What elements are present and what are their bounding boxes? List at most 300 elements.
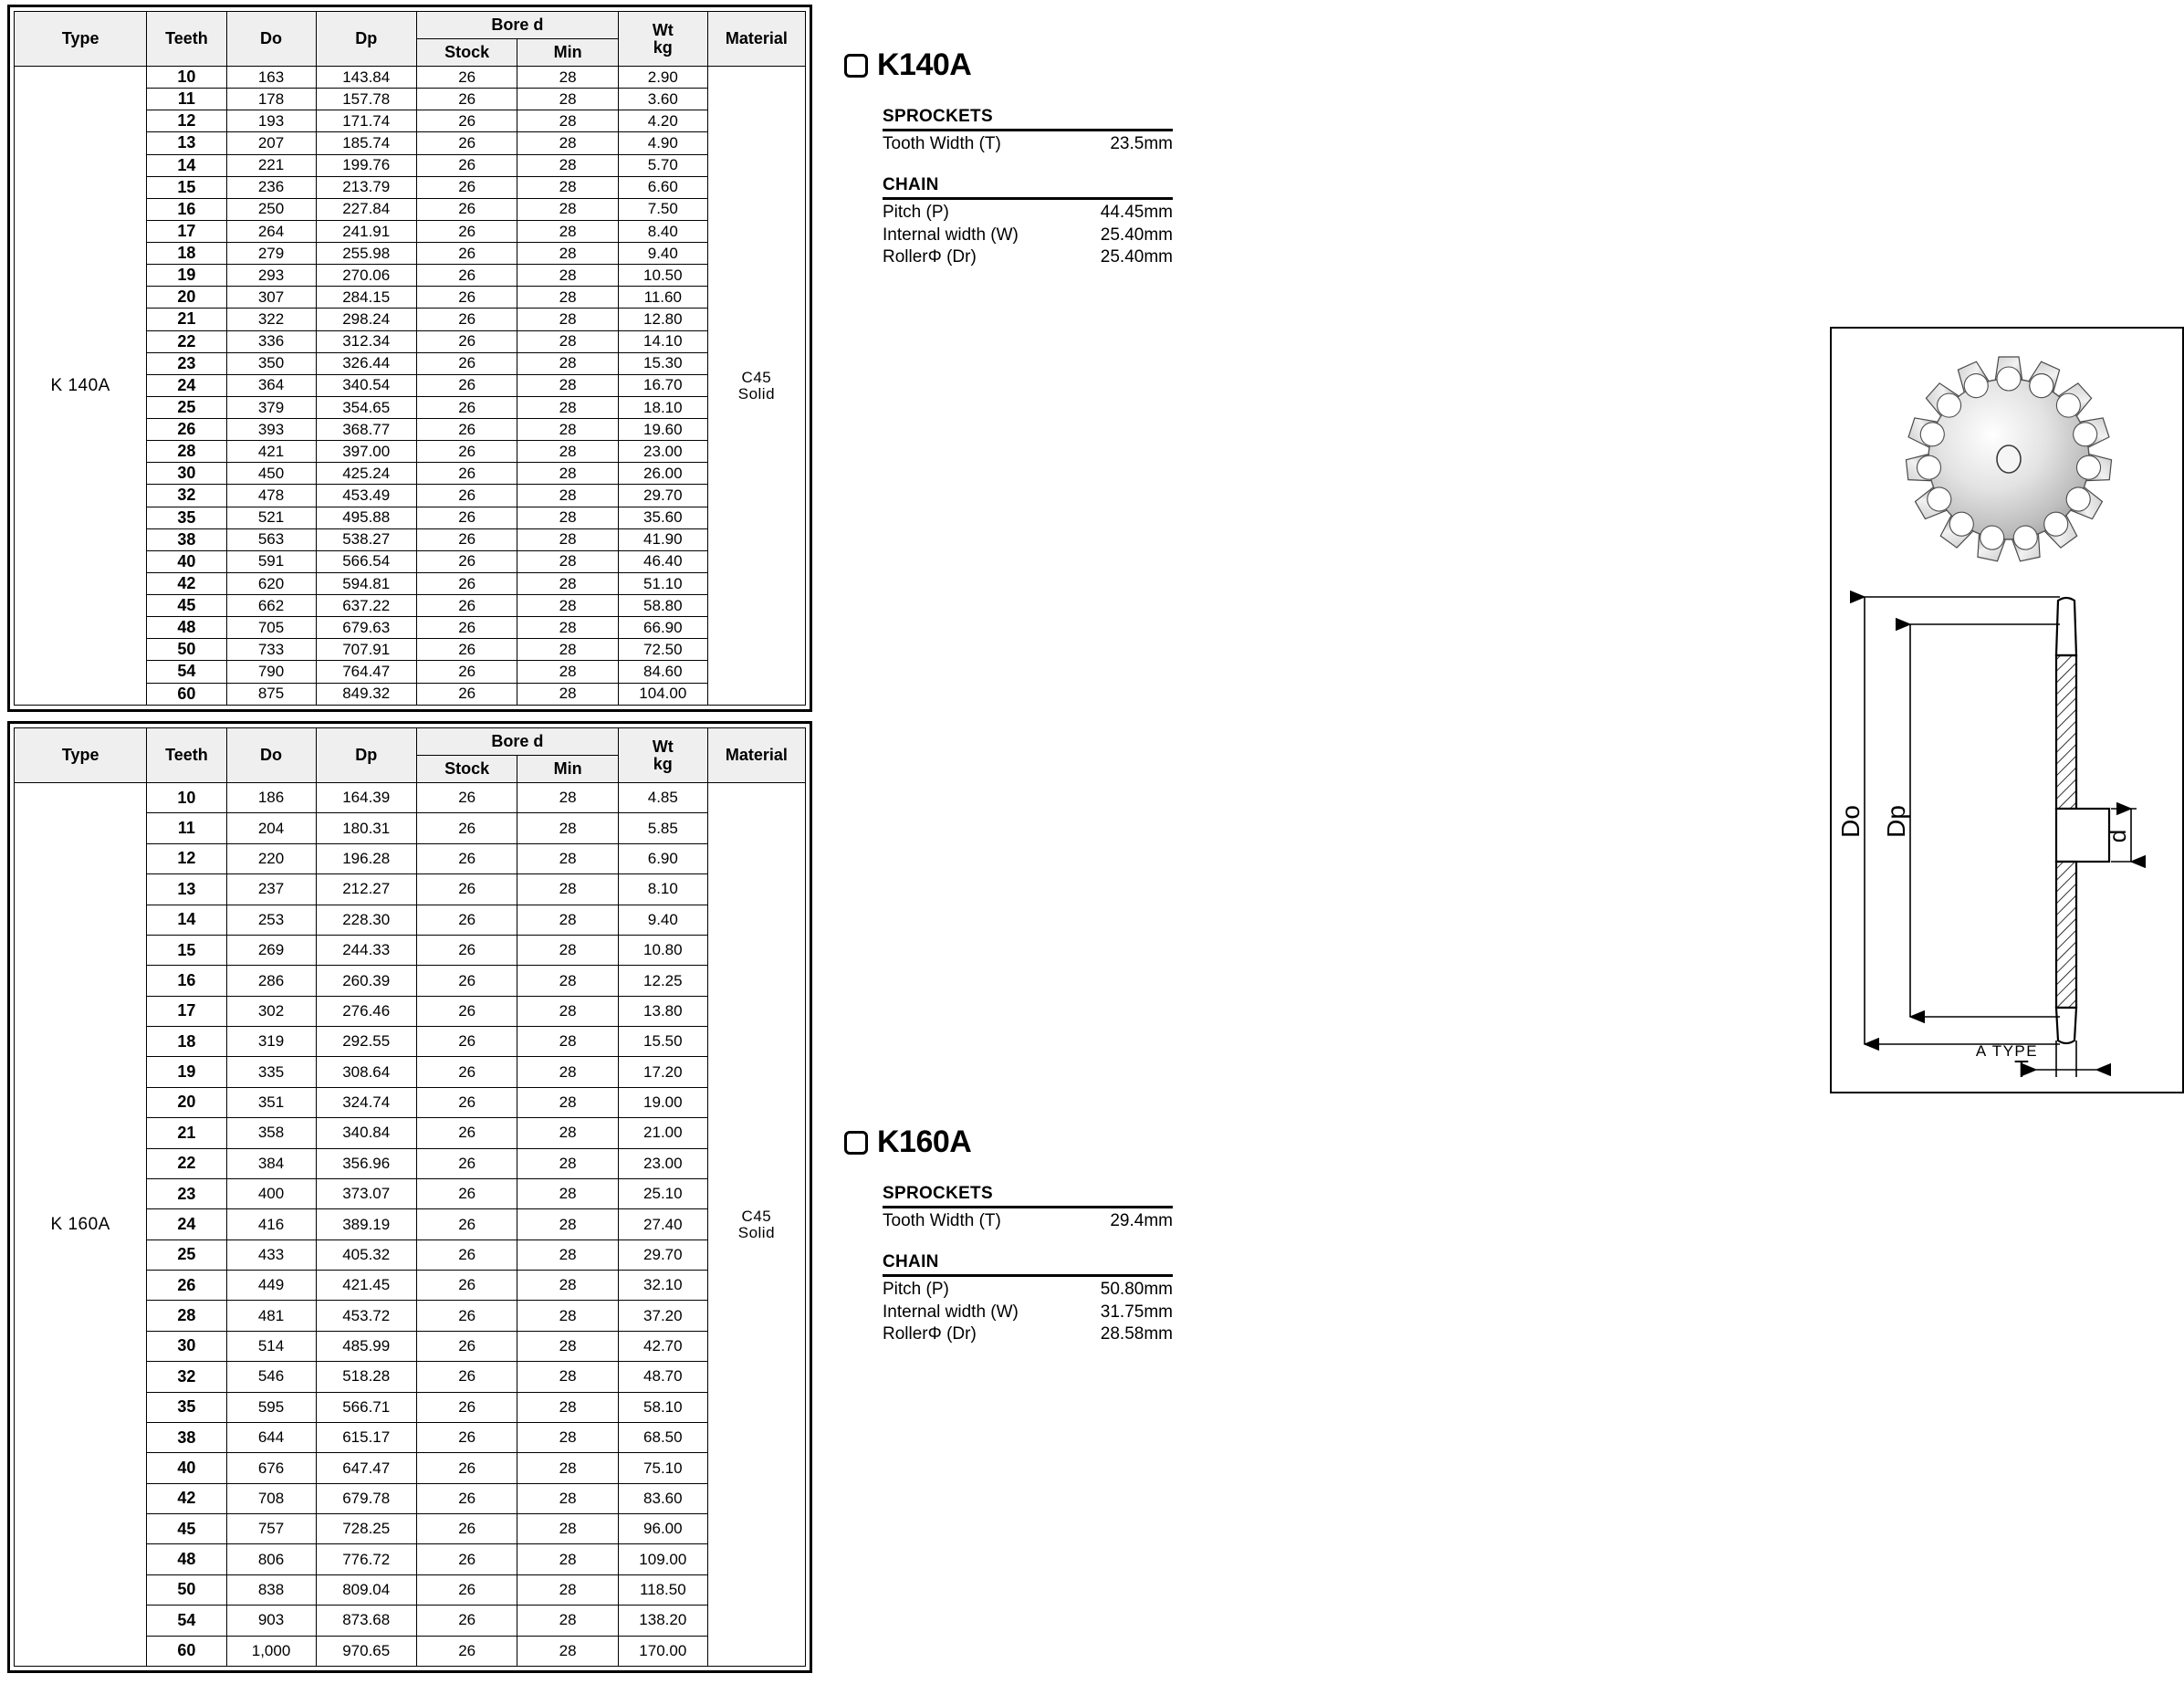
cell-bore-stock: 26: [416, 617, 517, 639]
cell-teeth: 25: [147, 396, 226, 418]
cell-do: 269: [226, 935, 316, 965]
spec-table-k160a: [14, 727, 806, 1667]
cell-weight: 109.00: [618, 1544, 707, 1574]
cell-do: 384: [226, 1148, 316, 1178]
cell-teeth: 60: [147, 1636, 226, 1667]
spec-row: [883, 1279, 1173, 1301]
cell-dp: 809.04: [316, 1574, 416, 1605]
cell-dp: 298.24: [316, 309, 416, 330]
section-outline: [2056, 598, 2109, 1043]
table-body-k140a: [15, 67, 806, 706]
chain-title: CHAIN: [883, 1252, 1173, 1277]
cell-weight: 6.90: [618, 843, 707, 873]
cell-bore-stock: 26: [416, 507, 517, 528]
cell-do: 903: [226, 1606, 316, 1636]
cell-weight: 21.00: [618, 1118, 707, 1148]
wt-line-2: kg: [653, 37, 673, 57]
cell-bore-min: 28: [517, 396, 618, 418]
cell-weight: 4.85: [618, 783, 707, 813]
cell-bore-stock: 26: [416, 1636, 517, 1667]
cell-do: 186: [226, 783, 316, 813]
col-header-wt: [618, 728, 707, 783]
cell-bore-min: 28: [517, 1148, 618, 1178]
cell-teeth: 30: [147, 1331, 226, 1361]
cell-bore-stock: 26: [416, 966, 517, 996]
cell-bore-min: 28: [517, 683, 618, 706]
cell-dp: 157.78: [316, 89, 416, 110]
cell-bore-stock: 26: [416, 1087, 517, 1117]
cell-dp: 594.81: [316, 572, 416, 594]
table-body-k160a: [15, 783, 806, 1667]
cell-do: 1,000: [226, 1636, 316, 1667]
cell-dp: 356.96: [316, 1148, 416, 1178]
cell-weight: 11.60: [618, 287, 707, 309]
cell-teeth: 54: [147, 661, 226, 683]
cell-teeth: 35: [147, 1392, 226, 1422]
cell-bore-stock: 26: [416, 1331, 517, 1361]
cell-bore-stock: 26: [416, 287, 517, 309]
cell-dp: 453.49: [316, 485, 416, 507]
cell-teeth: 26: [147, 1271, 226, 1301]
cell-do: 350: [226, 352, 316, 374]
cell-do: 546: [226, 1362, 316, 1392]
cell-bore-stock: 26: [416, 1271, 517, 1301]
cell-dp: 284.15: [316, 287, 416, 309]
spec-value: 44.45mm: [1100, 203, 1173, 223]
cell-dp: 340.84: [316, 1118, 416, 1148]
cell-teeth: 15: [147, 935, 226, 965]
cell-teeth: 16: [147, 966, 226, 996]
cell-bore-stock: 26: [416, 661, 517, 683]
cell-bore-stock: 26: [416, 1027, 517, 1057]
cell-bore-min: 28: [517, 639, 618, 661]
cell-bore-stock: 26: [416, 110, 517, 132]
cell-bore-min: 28: [517, 374, 618, 396]
cell-do: 279: [226, 243, 316, 265]
cell-bore-min: 28: [517, 220, 618, 242]
cell-dp: 241.91: [316, 220, 416, 242]
spec-row: [883, 225, 1173, 246]
cell-dp: 312.34: [316, 330, 416, 352]
cell-do: 705: [226, 617, 316, 639]
cell-weight: 6.60: [618, 176, 707, 198]
cell-weight: 23.00: [618, 441, 707, 463]
cell-weight: 18.10: [618, 396, 707, 418]
wt-line-1: Wt: [652, 20, 674, 39]
cell-bore-min: 28: [517, 996, 618, 1026]
cell-dp: 518.28: [316, 1362, 416, 1392]
dimension-label-dp: Dp: [1882, 805, 1910, 838]
cell-do: 806: [226, 1544, 316, 1574]
spec-row: [883, 202, 1173, 224]
cell-dp: 255.98: [316, 243, 416, 265]
cell-bore-stock: 26: [416, 176, 517, 198]
cell-weight: 51.10: [618, 572, 707, 594]
cell-weight: 66.90: [618, 617, 707, 639]
cell-do: 708: [226, 1483, 316, 1513]
cell-teeth: 13: [147, 874, 226, 905]
cell-teeth: 48: [147, 617, 226, 639]
col-header-wt: [618, 12, 707, 67]
cell-teeth: 10: [147, 783, 226, 813]
spec-value: 29.4mm: [1110, 1211, 1173, 1230]
cell-teeth: 45: [147, 1514, 226, 1544]
cell-dp: 679.63: [316, 617, 416, 639]
sprockets-title: SPROCKETS: [883, 1184, 1173, 1208]
cell-teeth: 45: [147, 595, 226, 617]
checkbox-icon[interactable]: [844, 1131, 868, 1155]
cell-bore-stock: 26: [416, 1392, 517, 1422]
cell-do: 307: [226, 287, 316, 309]
spec-value: 25.40mm: [1100, 225, 1173, 245]
cell-do: 514: [226, 1331, 316, 1361]
col-header-type: Type: [15, 728, 147, 783]
cell-bore-min: 28: [517, 966, 618, 996]
cell-dp: 495.88: [316, 507, 416, 528]
cell-weight: 13.80: [618, 996, 707, 1026]
cell-dp: 764.47: [316, 661, 416, 683]
cell-bore-min: 28: [517, 1027, 618, 1057]
cell-weight: 9.40: [618, 905, 707, 935]
cell-do: 302: [226, 996, 316, 1026]
spec-value: 25.40mm: [1100, 246, 1173, 267]
cell-weight: 5.70: [618, 154, 707, 176]
cell-bore-min: 28: [517, 935, 618, 965]
cell-weight: 35.60: [618, 507, 707, 528]
cell-weight: 4.20: [618, 110, 707, 132]
cell-teeth: 11: [147, 813, 226, 843]
cell-weight: 32.10: [618, 1271, 707, 1301]
cell-bore-min: 28: [517, 1239, 618, 1270]
cell-weight: 19.60: [618, 419, 707, 441]
cell-do: 336: [226, 330, 316, 352]
cell-do: 662: [226, 595, 316, 617]
cell-do: 221: [226, 154, 316, 176]
cell-bore-stock: 26: [416, 639, 517, 661]
cell-bore-stock: 26: [416, 1453, 517, 1483]
cell-weight: 84.60: [618, 661, 707, 683]
cell-teeth: 14: [147, 154, 226, 176]
cell-teeth: 13: [147, 132, 226, 154]
sprockets-group: [883, 107, 1173, 155]
sprockets-title: SPROCKETS: [883, 107, 1173, 131]
cell-bore-stock: 26: [416, 550, 517, 572]
spec-label: Pitch (P): [883, 1280, 949, 1300]
cell-teeth: 17: [147, 996, 226, 1026]
dimension-label-t: T: [2014, 1055, 2029, 1083]
drawing-type-label: A TYPE: [1975, 1042, 2039, 1060]
cell-teeth: 22: [147, 1148, 226, 1178]
cell-dp: 212.27: [316, 874, 416, 905]
cell-bore-stock: 26: [416, 1118, 517, 1148]
col-header-teeth: Teeth: [147, 728, 226, 783]
table-block-k140a: [7, 5, 812, 712]
cell-bore-min: 28: [517, 1301, 618, 1331]
cell-bore-stock: 26: [416, 1362, 517, 1392]
spec-row: [883, 133, 1173, 155]
cell-bore-stock: 26: [416, 1148, 517, 1178]
checkbox-icon[interactable]: [844, 54, 868, 78]
cell-bore-stock: 26: [416, 528, 517, 550]
cell-bore-min: 28: [517, 485, 618, 507]
cell-weight: 15.30: [618, 352, 707, 374]
cell-bore-min: 28: [517, 330, 618, 352]
cell-bore-stock: 26: [416, 265, 517, 287]
cell-teeth: 20: [147, 287, 226, 309]
col-header-bore-stock: Stock: [416, 756, 517, 783]
cell-dp: 615.17: [316, 1422, 416, 1452]
cell-teeth: 30: [147, 463, 226, 485]
right-column: [826, 0, 2131, 1684]
table-header: [15, 12, 806, 67]
cell-do: 521: [226, 507, 316, 528]
cell-material: C45 Solid: [707, 67, 805, 706]
cell-weight: 58.10: [618, 1392, 707, 1422]
cell-bore-stock: 26: [416, 67, 517, 89]
cell-bore-stock: 26: [416, 485, 517, 507]
cell-dp: 260.39: [316, 966, 416, 996]
cell-bore-stock: 26: [416, 905, 517, 935]
cell-dp: 171.74: [316, 110, 416, 132]
cell-do: 250: [226, 198, 316, 220]
cell-dp: 185.74: [316, 132, 416, 154]
cell-weight: 29.70: [618, 1239, 707, 1270]
cell-bore-min: 28: [517, 595, 618, 617]
cell-bore-stock: 26: [416, 572, 517, 594]
cell-teeth: 24: [147, 1209, 226, 1239]
cell-do: 193: [226, 110, 316, 132]
cell-bore-stock: 26: [416, 595, 517, 617]
cell-type: K 160A: [15, 783, 147, 1667]
cell-bore-stock: 26: [416, 352, 517, 374]
cell-do: 733: [226, 639, 316, 661]
cell-bore-stock: 26: [416, 243, 517, 265]
spec-value: 28.58mm: [1100, 1323, 1173, 1344]
cell-teeth: 20: [147, 1087, 226, 1117]
dimension-label-d: d: [2104, 829, 2131, 843]
sprockets-group: [883, 1184, 1173, 1232]
cell-teeth: 26: [147, 419, 226, 441]
cell-bore-min: 28: [517, 89, 618, 110]
cell-teeth: 14: [147, 905, 226, 935]
cell-do: 644: [226, 1422, 316, 1452]
table-row: [15, 67, 806, 89]
cell-weight: 15.50: [618, 1027, 707, 1057]
col-header-material: Material: [707, 12, 805, 67]
cell-weight: 26.00: [618, 463, 707, 485]
cell-teeth: 21: [147, 1118, 226, 1148]
cell-bore-stock: 26: [416, 1544, 517, 1574]
chain-group: [883, 1252, 1173, 1345]
cell-bore-stock: 26: [416, 1483, 517, 1513]
cell-bore-stock: 26: [416, 1239, 517, 1270]
cell-bore-stock: 26: [416, 1514, 517, 1544]
spec-card-k160a: [844, 1124, 1228, 1345]
cell-bore-stock: 26: [416, 220, 517, 242]
cell-bore-stock: 26: [416, 843, 517, 873]
cell-dp: 213.79: [316, 176, 416, 198]
cell-bore-min: 28: [517, 1483, 618, 1513]
cell-bore-stock: 26: [416, 198, 517, 220]
cell-teeth: 18: [147, 1027, 226, 1057]
col-header-do: Do: [226, 728, 316, 783]
cell-weight: 25.10: [618, 1178, 707, 1208]
cell-bore-stock: 26: [416, 396, 517, 418]
cell-teeth: 15: [147, 176, 226, 198]
spec-value: 50.80mm: [1100, 1280, 1173, 1300]
cell-dp: 308.64: [316, 1057, 416, 1087]
cell-do: 351: [226, 1087, 316, 1117]
col-header-dp: Dp: [316, 728, 416, 783]
cell-weight: 68.50: [618, 1422, 707, 1452]
cell-bore-min: 28: [517, 1544, 618, 1574]
table-header: [15, 728, 806, 783]
cell-bore-min: 28: [517, 176, 618, 198]
cell-teeth: 48: [147, 1544, 226, 1574]
cell-bore-stock: 26: [416, 1209, 517, 1239]
cell-teeth: 18: [147, 243, 226, 265]
cell-teeth: 21: [147, 309, 226, 330]
spec-label: RollerΦ (Dr): [883, 246, 977, 267]
cell-do: 286: [226, 966, 316, 996]
cell-weight: 42.70: [618, 1331, 707, 1361]
cell-weight: 170.00: [618, 1636, 707, 1667]
cell-weight: 46.40: [618, 550, 707, 572]
cell-bore-min: 28: [517, 1178, 618, 1208]
cell-dp: 270.06: [316, 265, 416, 287]
cell-bore-min: 28: [517, 661, 618, 683]
cell-bore-stock: 26: [416, 874, 517, 905]
col-header-type: Type: [15, 12, 147, 67]
sprocket-body: [1906, 357, 2112, 562]
dimension-label-do: Do: [1836, 805, 1865, 838]
cell-bore-min: 28: [517, 1057, 618, 1087]
spec-label: Tooth Width (T): [883, 134, 1001, 153]
cell-do: 790: [226, 661, 316, 683]
cell-weight: 5.85: [618, 813, 707, 843]
cell-weight: 138.20: [618, 1606, 707, 1636]
cell-bore-stock: 26: [416, 154, 517, 176]
cell-bore-stock: 26: [416, 374, 517, 396]
cell-weight: 23.00: [618, 1148, 707, 1178]
cell-do: 237: [226, 874, 316, 905]
cell-teeth: 23: [147, 352, 226, 374]
cell-do: 875: [226, 683, 316, 706]
col-header-dp: Dp: [316, 12, 416, 67]
cell-dp: 340.54: [316, 374, 416, 396]
cell-bore-stock: 26: [416, 783, 517, 813]
cell-dp: 324.74: [316, 1087, 416, 1117]
cell-do: 322: [226, 309, 316, 330]
cell-bore-min: 28: [517, 1636, 618, 1667]
model-name-label: K160A: [877, 1124, 972, 1159]
cell-bore-min: 28: [517, 198, 618, 220]
spec-value: 31.75mm: [1100, 1302, 1173, 1322]
cell-dp: 421.45: [316, 1271, 416, 1301]
cell-do: 178: [226, 89, 316, 110]
cell-dp: 368.77: [316, 419, 416, 441]
cell-bore-min: 28: [517, 1514, 618, 1544]
spec-label: Internal width (W): [883, 225, 1019, 245]
cell-teeth: 28: [147, 441, 226, 463]
cell-teeth: 22: [147, 330, 226, 352]
cell-teeth: 19: [147, 1057, 226, 1087]
table-block-k160a: [7, 721, 812, 1673]
cell-bore-min: 28: [517, 528, 618, 550]
cell-bore-stock: 26: [416, 1574, 517, 1605]
cell-dp: 405.32: [316, 1239, 416, 1270]
cell-weight: 8.10: [618, 874, 707, 905]
col-header-material: Material: [707, 728, 805, 783]
cell-weight: 10.80: [618, 935, 707, 965]
cell-weight: 96.00: [618, 1514, 707, 1544]
cell-teeth: 60: [147, 683, 226, 706]
cell-type: K 140A: [15, 67, 147, 706]
spec-row: [883, 246, 1173, 268]
cell-do: 358: [226, 1118, 316, 1148]
cell-dp: 425.24: [316, 463, 416, 485]
cell-bore-min: 28: [517, 1606, 618, 1636]
cell-dp: 776.72: [316, 1544, 416, 1574]
cell-bore-min: 28: [517, 783, 618, 813]
model-name-label: K140A: [877, 47, 972, 82]
cell-do: 416: [226, 1209, 316, 1239]
col-header-do: Do: [226, 12, 316, 67]
cell-dp: 849.32: [316, 683, 416, 706]
cell-bore-min: 28: [517, 441, 618, 463]
cell-teeth: 19: [147, 265, 226, 287]
cell-do: 393: [226, 419, 316, 441]
cell-teeth: 28: [147, 1301, 226, 1331]
cell-bore-min: 28: [517, 550, 618, 572]
cell-dp: 143.84: [316, 67, 416, 89]
cell-do: 335: [226, 1057, 316, 1087]
cell-bore-min: 28: [517, 463, 618, 485]
drawing-panel: [1830, 327, 2184, 1093]
spec-label: Internal width (W): [883, 1302, 1019, 1322]
cell-weight: 12.25: [618, 966, 707, 996]
cell-bore-min: 28: [517, 905, 618, 935]
cell-bore-stock: 26: [416, 813, 517, 843]
cell-do: 236: [226, 176, 316, 198]
chain-title: CHAIN: [883, 175, 1173, 200]
cell-do: 163: [226, 67, 316, 89]
col-header-bore: Bore d: [416, 728, 618, 756]
cell-bore-min: 28: [517, 813, 618, 843]
cell-teeth: 38: [147, 1422, 226, 1452]
cell-teeth: 42: [147, 572, 226, 594]
cell-dp: 373.07: [316, 1178, 416, 1208]
spec-label: RollerΦ (Dr): [883, 1323, 977, 1344]
cell-do: 207: [226, 132, 316, 154]
cell-teeth: 12: [147, 110, 226, 132]
cell-do: 319: [226, 1027, 316, 1057]
cell-weight: 16.70: [618, 374, 707, 396]
cell-weight: 17.20: [618, 1057, 707, 1087]
cell-weight: 104.00: [618, 683, 707, 706]
cell-weight: 7.50: [618, 198, 707, 220]
dimension-dp: [1910, 624, 2060, 1017]
cell-teeth: 50: [147, 1574, 226, 1605]
cell-weight: 41.90: [618, 528, 707, 550]
cell-do: 204: [226, 813, 316, 843]
cell-dp: 707.91: [316, 639, 416, 661]
cell-bore-min: 28: [517, 1392, 618, 1422]
cell-dp: 397.00: [316, 441, 416, 463]
cell-bore-min: 28: [517, 572, 618, 594]
cell-dp: 637.22: [316, 595, 416, 617]
cell-bore-stock: 26: [416, 132, 517, 154]
